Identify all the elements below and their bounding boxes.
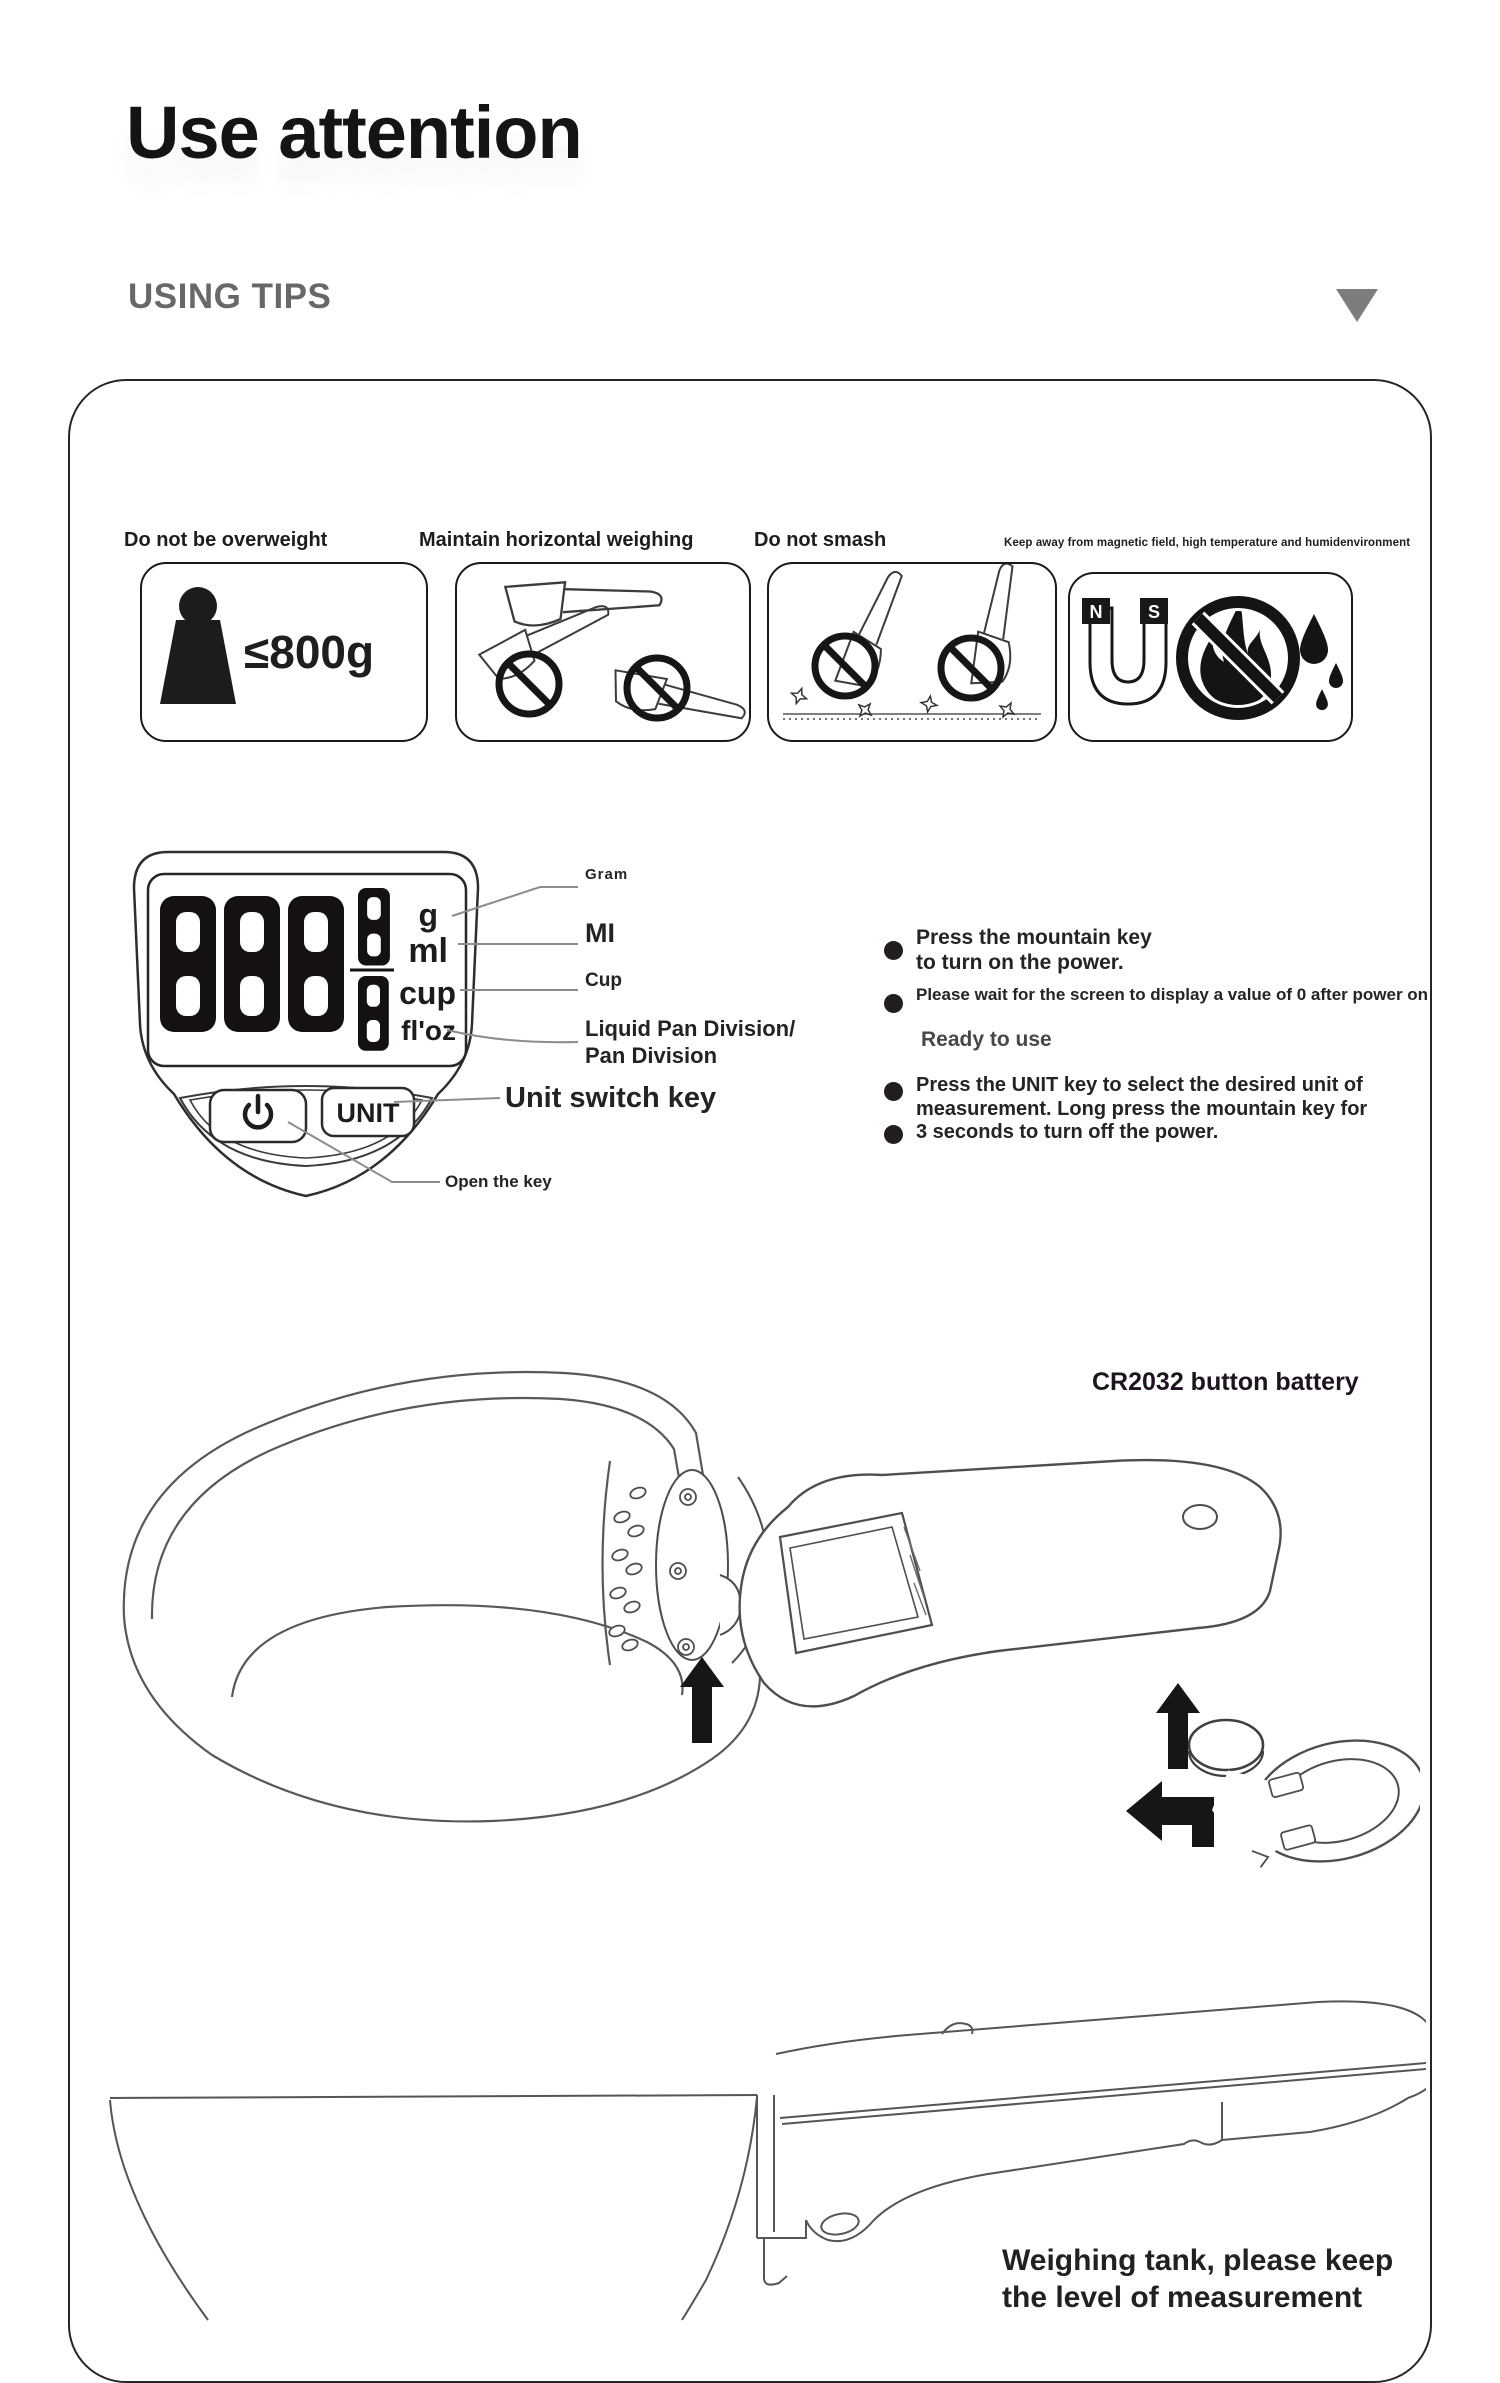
battery-label: CR2032 button battery [1092, 1368, 1359, 1396]
bullet-icon [884, 1125, 903, 1144]
section-collapse-triangle-icon [1336, 289, 1378, 322]
instruction-step1-line2: to turn on the power. [916, 951, 1124, 974]
magnet-pole-n: N [1089, 602, 1103, 622]
bullet-icon [884, 941, 903, 960]
unit-floz: fl'oz [401, 1015, 456, 1046]
unit-cup: cup [399, 975, 456, 1011]
unit-button-label: UNIT [336, 1098, 400, 1128]
callout-gram: Gram [585, 866, 629, 883]
bent-arrow-icon [1126, 1781, 1214, 1847]
section-title: USING TIPS [128, 277, 332, 316]
assembly-illustration [90, 1365, 1420, 1870]
magnet-icon [1082, 598, 1168, 704]
callout-liquid-line1: Liquid Pan Division/ [585, 1016, 796, 1041]
warning-box-horizontal [455, 562, 751, 742]
callout-liquid-division [585, 1015, 795, 1069]
prohibition-icon [815, 636, 1001, 698]
bullet-icon [884, 1082, 903, 1101]
warning-label-magnetic: Keep away from magnetic field, high temperature and humidenvironment [1004, 537, 1411, 549]
footer-note-line2: the level of measurement [1002, 2281, 1363, 2314]
callout-cup: Cup [585, 970, 622, 991]
overweight-limit: ≤800g [244, 626, 375, 678]
magnet-pole-s: S [1147, 602, 1161, 622]
instruction-step2: Please wait for the screen to display a value of 0 after power on [916, 985, 1429, 1004]
instruction-step3 [916, 1074, 1367, 1145]
footer-note [1002, 2242, 1393, 2316]
weighing-tank-rim [110, 2095, 757, 2098]
instruction-ready: Ready to use [921, 1028, 1052, 1051]
instruction-step3-line3: 3 seconds to turn off the power. [916, 1121, 1219, 1143]
page-title: Use attention [126, 91, 582, 174]
callout-ml: MI [585, 918, 615, 948]
warning-label-horizontal: Maintain horizontal weighing [419, 529, 694, 551]
unit-g: g [418, 897, 438, 933]
callout-unit-switch-key: Unit switch key [505, 1082, 717, 1114]
callout-liquid-line2: Pan Division [585, 1043, 718, 1068]
overweight-weight-icon [142, 564, 425, 739]
warning-box-overweight [140, 562, 428, 742]
handle-top-edge [776, 2001, 1426, 2098]
instruction-step1-line1: Press the mountain key [916, 926, 1152, 949]
footer-note-line1: Weighing tank, please keep [1002, 2244, 1394, 2277]
callout-open-the-key: Open the key [445, 1172, 552, 1191]
arrow-up-icon [680, 1657, 724, 1743]
battery-illustration [1189, 1720, 1263, 1776]
lcd-device-diagram [126, 848, 486, 1200]
bullet-icon [884, 994, 903, 1013]
unit-ml: ml [408, 932, 448, 970]
warning-box-smash [767, 562, 1057, 742]
no-smash-illustration [769, 564, 1054, 739]
instruction-step3-line2: measurement. Long press the mountain key for [916, 1097, 1368, 1120]
no-tilt-illustration [457, 564, 748, 739]
instruction-step1 [916, 925, 1152, 975]
instruction-step3-line1: Press the UNIT key to select the desired unit of [916, 1074, 1363, 1096]
prohibition-icon [499, 654, 687, 718]
warning-label-overweight: Do not be overweight [124, 529, 328, 551]
handle-illustration [740, 1460, 1281, 1706]
water-drops-icon [1300, 614, 1343, 710]
warning-label-smash: Do not smash [754, 529, 887, 551]
warning-box-magnetic [1068, 572, 1353, 742]
